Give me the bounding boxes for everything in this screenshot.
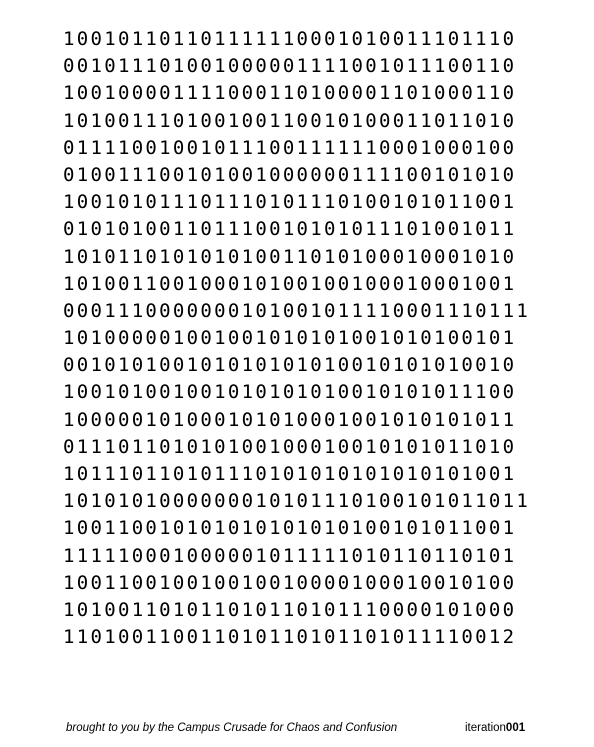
iteration-number: 001 [505,722,526,734]
binary-line: 011110010010111001111110001000100 [63,136,517,159]
binary-line: 110100110011010110101101011110012 [63,626,517,649]
binary-line: 100000101000101010001001010101011 [63,408,517,431]
binary-line: 100101001001010101010010101011100 [63,381,517,404]
binary-line: 100110010101010101010100101011001 [63,517,517,540]
binary-line: 100100001111000110100001101000110 [63,82,517,105]
footer-iteration [465,722,525,734]
binary-line: 100101101101111110001010011101110 [63,28,517,50]
binary-line: 101001110100100110010100011011010 [63,109,517,132]
binary-line: 101001100100010100100100010001001 [63,272,517,295]
binary-line: 1010101000000010101110100101011011 [63,490,531,513]
binary-line: 100101011101110101110100101011001 [63,191,517,214]
binary-line: 111110001000001011111010110110101 [63,544,517,567]
binary-text-block [63,26,533,651]
binary-line: 0001110000000101001011110001110111 [63,299,531,322]
binary-line: 010101001101110010101011101001011 [63,218,517,241]
binary-line: 101110110101110101010101010101001 [63,463,517,485]
footer-credit: brought to you by the Campus Crusade for Chaos and Confusion [66,722,398,734]
binary-line: 100110010010010010000100010010100 [63,571,517,594]
binary-line: 101000001001001010101001010100101 [63,327,517,350]
binary-line: 001011101001000001111001011100110 [63,55,517,78]
binary-line: 001010100101010101010010101010010 [63,354,517,377]
binary-line: 010011100101001000000111100101010 [63,163,517,186]
iteration-label: iteration [465,722,506,734]
binary-line: 101001101011010110101110000101000 [63,598,517,621]
binary-line: 101011010101010011010100010001010 [63,245,517,268]
binary-line: 011101101010100100010010101011010 [63,435,517,458]
